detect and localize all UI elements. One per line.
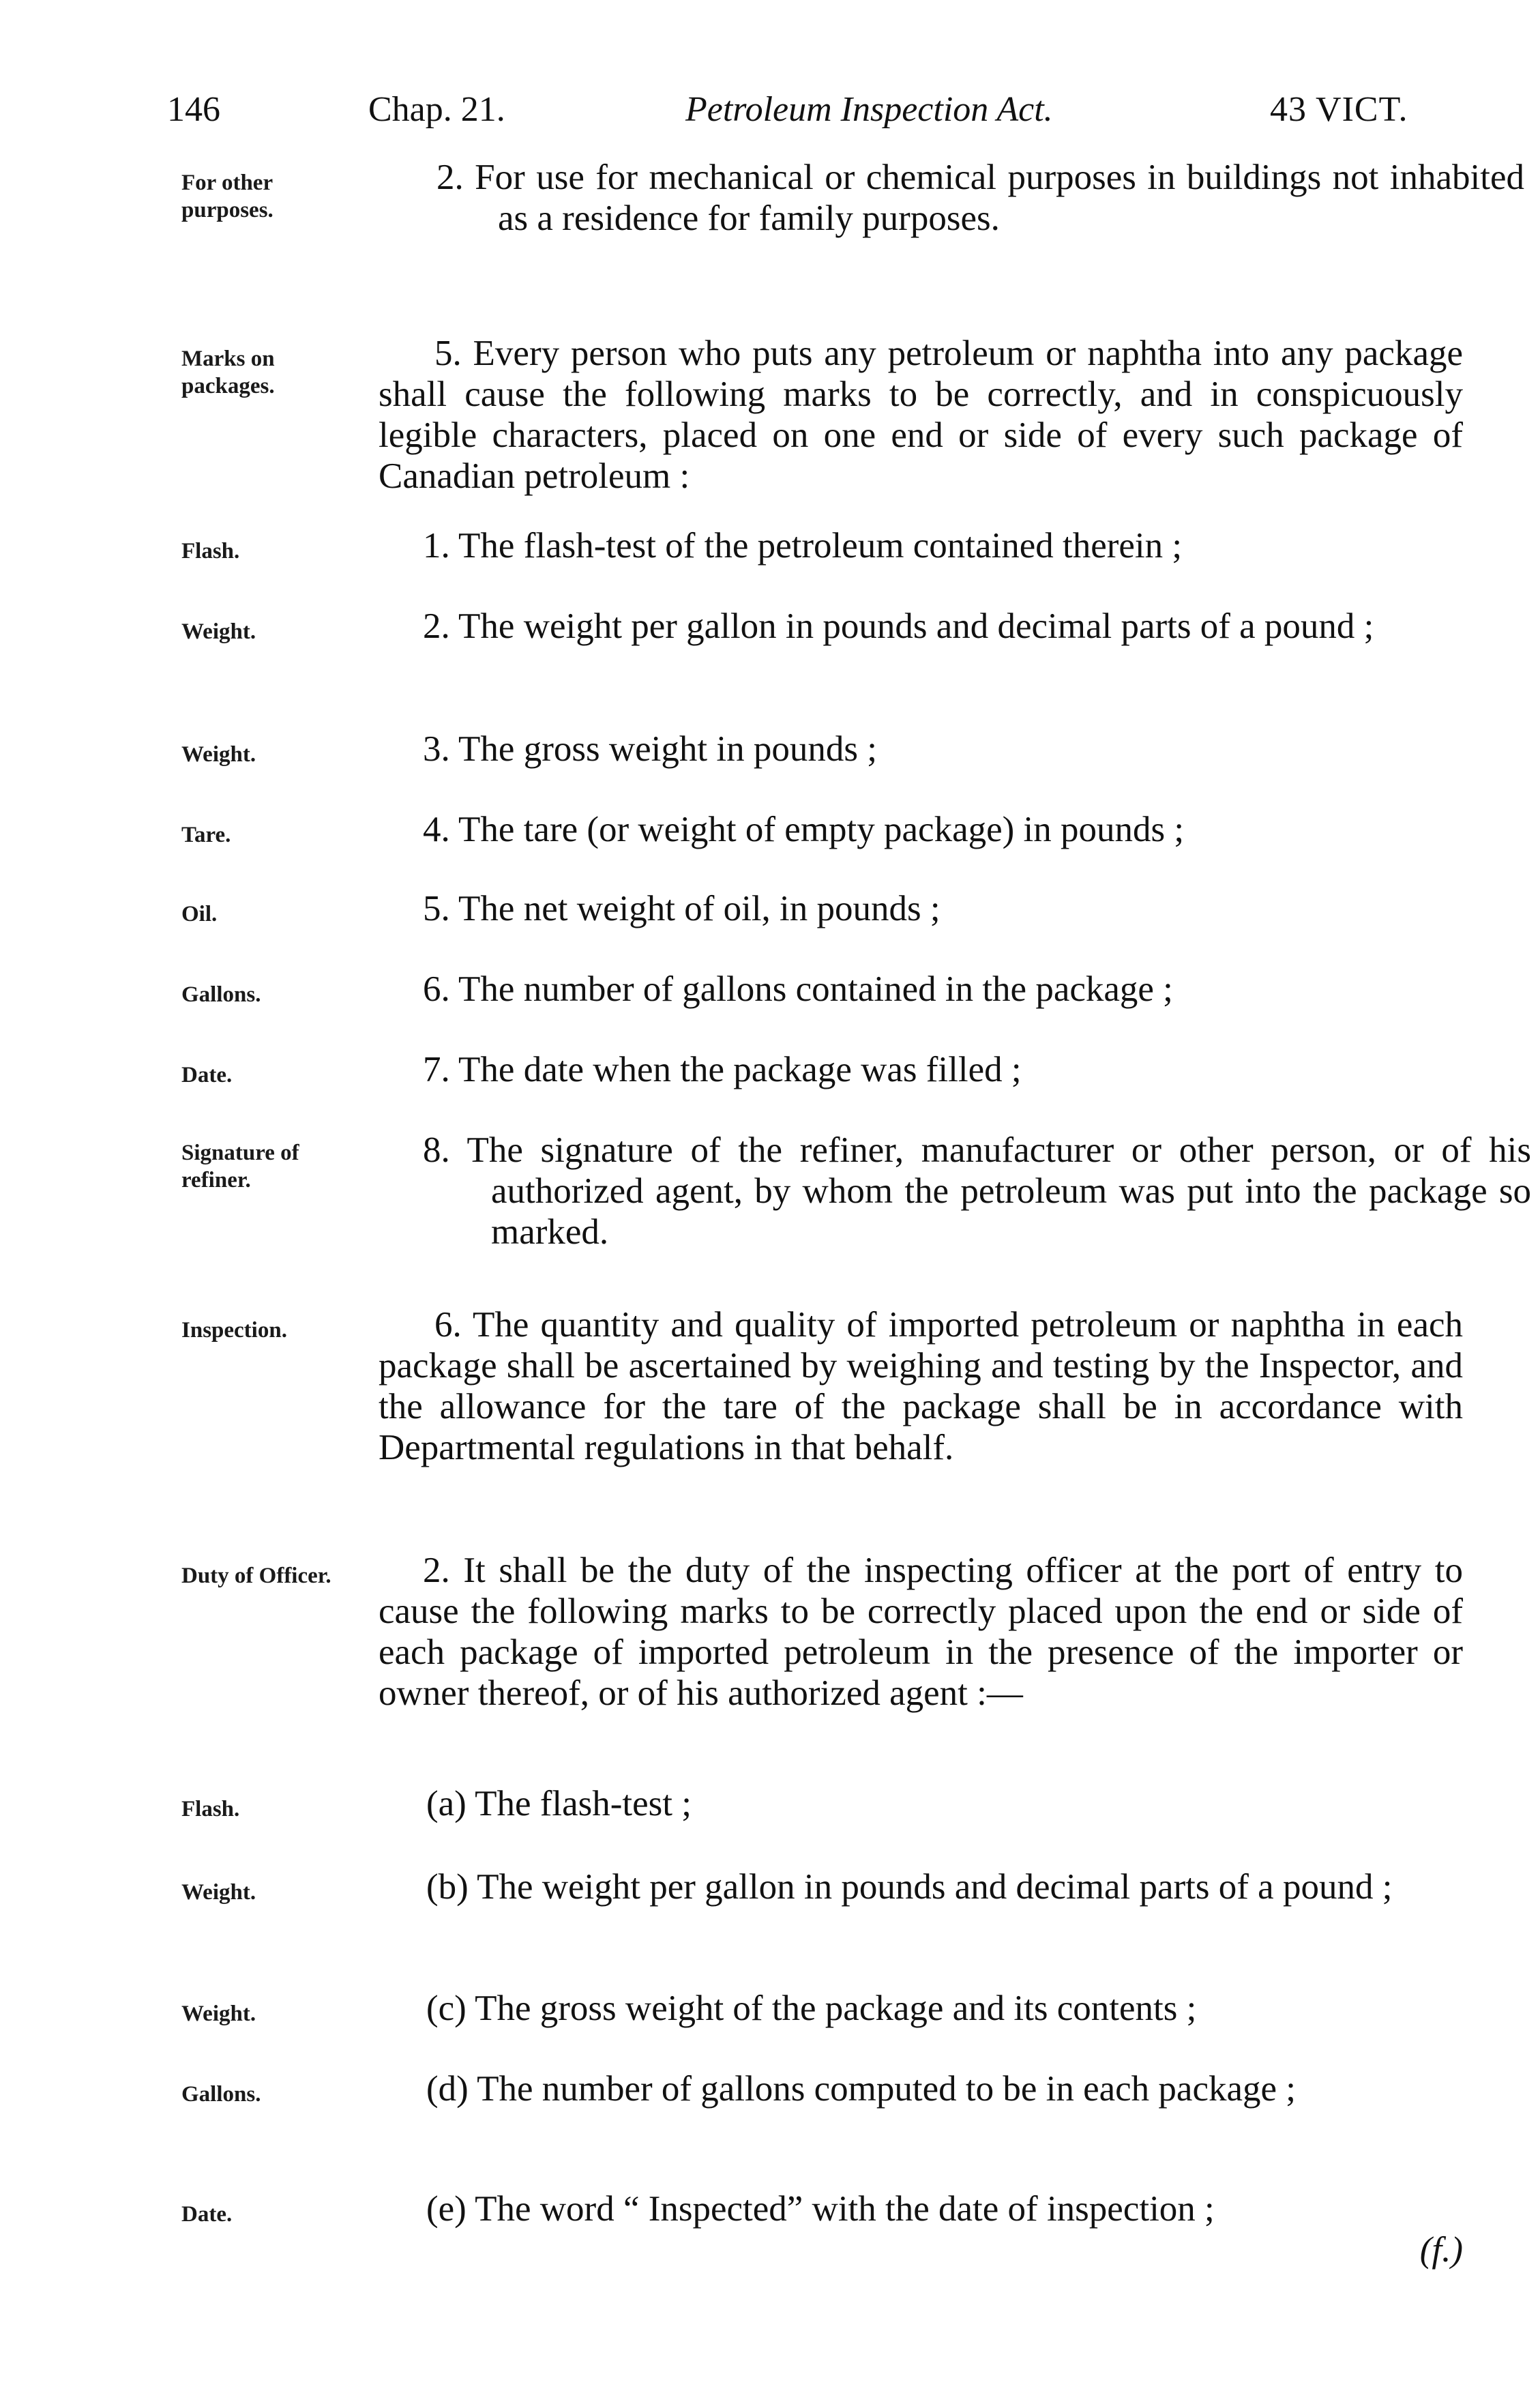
margin-note: Weight. [181, 2002, 256, 2026]
margin-note: Flash. [181, 539, 240, 563]
margin-note: Weight. [181, 742, 256, 767]
chapter-label: Chap. 21. [368, 90, 505, 129]
margin-note: Gallons. [181, 982, 261, 1007]
regnal-year: 43 VICT. [1270, 90, 1408, 129]
margin-note: Date. [181, 1063, 233, 1087]
list-item-text: 5. The net weight of oil, in pounds ; [423, 889, 941, 928]
margin-note: Tare. [181, 823, 231, 847]
list-item-text: 6. The number of gallons contained in the package ; [423, 969, 1173, 1009]
margin-note: Weight. [181, 1880, 256, 1905]
list-item-text: 8. The signature of the refiner, manufacturer or other person, or of his authorized agent, by whom the petroleum was put into the package so marked. [423, 1130, 1531, 1252]
margin-note: Weight. [181, 619, 256, 644]
section-text: 5. Every person who puts any petroleum or naphtha into any package shall cause the following marks to be correctly, and in conspicuously legible characters, placed on one end or side of every such package of Canadian petroleum : [379, 334, 1463, 496]
margin-note: Oil. [181, 902, 218, 926]
margin-note: Inspection. [181, 1318, 287, 1343]
list-item-text: (e) The word “ Inspected” with the date of inspection ; [426, 2189, 1215, 2229]
list-item-text: 3. The gross weight in pounds ; [423, 729, 877, 769]
list-item-text: (d) The number of gallons computed to be in each package ; [426, 2069, 1297, 2109]
margin-note: Marks on packages. [181, 347, 275, 398]
section-text: 2. It shall be the duty of the inspecting officer at the port of entry to cause the following marks to be correctly placed upon the end or side of each package of imported petroleum in the presence of the importer or owner thereof, or of his authorized agent :— [379, 1551, 1463, 1713]
margin-note: For other purposes. [181, 171, 273, 222]
list-item-text: 1. The flash-test of the petroleum contained therein ; [423, 526, 1183, 566]
list-item-text: (c) The gross weight of the package and its contents ; [426, 1989, 1197, 2028]
list-item-text: 4. The tare (or weight of empty package) in pounds ; [423, 810, 1185, 849]
section-text: 6. The quantity and quality of imported petroleum or naphtha in each package shall be ascertained by weighing and testing by the Inspector, and the allowance for the tare of the package shall be in accordance with Departmental regulations in that behalf. [379, 1305, 1463, 1467]
margin-note: Gallons. [181, 2082, 261, 2107]
clause-text: 2. For use for mechanical or chemical purposes in buildings not inhabited as a residence for family purposes. [436, 158, 1524, 238]
list-item-text: (a) The flash-test ; [426, 1784, 692, 1823]
margin-note: Flash. [181, 1797, 240, 1821]
margin-note: Date. [181, 2202, 233, 2227]
page-number: 146 [167, 90, 220, 129]
list-item-text: 2. The weight per gallon in pounds and decimal parts of a pound ; [423, 606, 1374, 646]
act-title: Petroleum Inspection Act. [685, 90, 1053, 129]
running-header [0, 79, 1540, 141]
catchword: (f.) [1419, 2230, 1463, 2270]
list-item-text: 7. The date when the package was filled ; [423, 1050, 1022, 1089]
margin-note: Signature of refiner. [181, 1141, 299, 1192]
list-item-text: (b) The weight per gallon in pounds and decimal parts of a pound ; [426, 1867, 1393, 1907]
margin-note: Duty of Officer. [181, 1564, 331, 1588]
